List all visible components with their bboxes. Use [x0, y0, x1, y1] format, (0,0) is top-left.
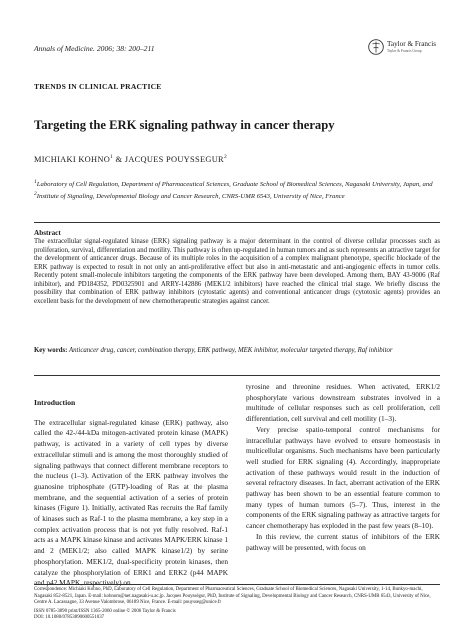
body-column-left [34, 398, 228, 589]
correspondence-note: Correspondence: Michiaki Kohno, PhD, Laboratory of Cell Regulation, Department of Pharmaceutical Sciences, Graduate School of Biomedical Sciences, Nagasaki University, 1-14, Bunkyo-machi, Nagasaki 852-8521, Japan. E-mail: kohnom@net.nagasaki-u.ac.jp. Jacques Pouysségur, PhD, Institute of Signaling, Developmental Biology and Cancer Research, CNRS-UMR 6543, University of Nice, Centre A. Lacassagne, 33 Avenue Valombrose, 06189 Nice, France. E-mail: pouysseg@unice.fr [34, 587, 431, 605]
author-affiliations [34, 178, 444, 202]
author-separator: & [113, 154, 125, 164]
publisher-name: Taylor & Francis [387, 40, 436, 48]
abstract-text: The extracellular signal-regulated kinase (ERK) signaling pathway is a major determinant in the control of diverse cellular processes such as proliferation, survival, differentiation and motility. This pathway is often up-regulated in human tumors and as such represents an attractive target for the development of anticancer drugs. Because of its multiple roles in the acquisition of a complex malignant phenotype, specific blockade of the ERK pathway is expected to result in not only an anti-proliferative effect but also in anti-metastatic and anti-angiogenic effects in tumor cells. Recently potent small-molecule inhibitors targeting the components of the ERK pathway have been developed. Among them, BAY 43-9006 (Raf inhibitor), and PD184352, PD0325901 and ARRY-142886 (MEK1/2 inhibitors) have reached the clinical trial stage. We briefly discuss the possibility that combination of ERK pathway inhibitors (cytostatic agents) and conventional anticancer drugs (cytotoxic agents) provides an excellent basis for the development of new chemotherapeutic strategies against cancer. [34, 238, 440, 305]
body-paragraph: Very precise spatio-temporal control mechanisms for intracellular pathways have evolved to ensure homeostasis in multicellular organisms. Such mechanisms have been particularly well studied for ERK signaling (4). Accordingly, inappropriate activation of these pathways would result in the induction of several refractory diseases. In fact, aberrant activation of the ERK pathway has been shown to be an essential feature common to many types of human tumors (5–7). Thus, interest in the components of the ERK signaling pathway as attractive targets for cancer chemotherapy has exploded in the past few years (8–10). [246, 424, 440, 531]
body-paragraph: In this review, the current status of inhibitors of the ERK pathway will be presented, with focus on [246, 531, 440, 552]
abstract-heading: Abstract [34, 229, 61, 237]
body-paragraph: tyrosine and threonine residues. When activated, ERK1/2 phosphorylate various downstream substrates involved in a multitude of cellular responses such as cell proliferation, cell differentiation, cell survival and cell motility (1–3). [246, 382, 440, 424]
publisher-subtitle: Taylor & Francis Group [387, 49, 422, 53]
keywords-text: Anticancer drug, cancer, combination therapy, ERK pathway, MEK inhibitor, molecular targeted therapy, Raf inhibitor [67, 347, 393, 354]
body-column-right [246, 382, 440, 553]
article-title: Targeting the ERK signaling pathway in cancer therapy [34, 118, 335, 132]
affiliation-marker: 2 [34, 190, 37, 197]
abstract-bottom-rule [34, 375, 440, 376]
abstract-top-rule [34, 222, 440, 223]
footer-rule [34, 584, 440, 585]
author-name: MICHIAKI KOHNO [34, 154, 111, 164]
keywords-label: Key words: [34, 347, 68, 354]
body-paragraph: The extracellular signal-regulated kinase (ERK) pathway, also called the 42-/44-kDa mitogen-activated protein kinase (MAPK) pathway, is activated in a variety of cell types by diverse extracellular stimuli and is among the most thoroughly studied of signaling pathways that connect different membrane receptors to the nucleus (1–3). Activation of the ERK pathway involves the guanosine triphosphate (GTP)-loading of Ras at the plasma membrane, and the sequential activation of a series of protein kinases (Figure 1). Initially, activated Ras recruits the Raf family of kinases such as Raf-1 to the plasma membrane, a key step in a complex activation process that is not yet fully resolved. Raf-1 acts as a MAPK kinase kinase and activates MAPK/ERK kinase 1 and 2 (MEK1/2; also called MAPK kinase1/2) by serine phosphorylation. MEK1/2, dual-specificity protein kinases, then catalyze the phosphorylation of ERK1 and ERK2 (p44 MAPK and p42 MAPK, respectively) on [34, 417, 228, 588]
author-affiliation-marker: 1 [110, 154, 114, 160]
publisher-logo-icon [368, 39, 384, 55]
affiliation-marker: 1 [34, 179, 37, 185]
section-label: TRENDS IN CLINICAL PRACTICE [34, 82, 162, 91]
publisher-logo [368, 38, 440, 60]
footer-notes [34, 587, 440, 622]
affiliation-text: Laboratory of Cell Regulation, Department of Pharmaceutical Sciences, Graduate School of Biomedical Sciences, Nagasaki University, Japan, and [36, 181, 433, 189]
author-name: JACQUES POUYSSEGUR [124, 154, 224, 164]
journal-citation: Annals of Medicine. 2006; 38: 200–211 [34, 44, 155, 53]
section-heading: Introduction [34, 398, 76, 407]
doi-line: DOI: 10.1080/07853890600551037 [34, 615, 105, 620]
affiliation-text: Institute of Signaling, Developmental Biology and Cancer Research, CNRS-UMR 6543, University of Nice, France [36, 193, 345, 201]
author-list [34, 154, 227, 164]
author-affiliation-marker: 2 [223, 154, 228, 160]
issn-line: ISSN 0785-3890 print/ISSN 1365-2060 online © 2006 Taylor & Francis [34, 608, 176, 614]
keywords [34, 346, 440, 355]
